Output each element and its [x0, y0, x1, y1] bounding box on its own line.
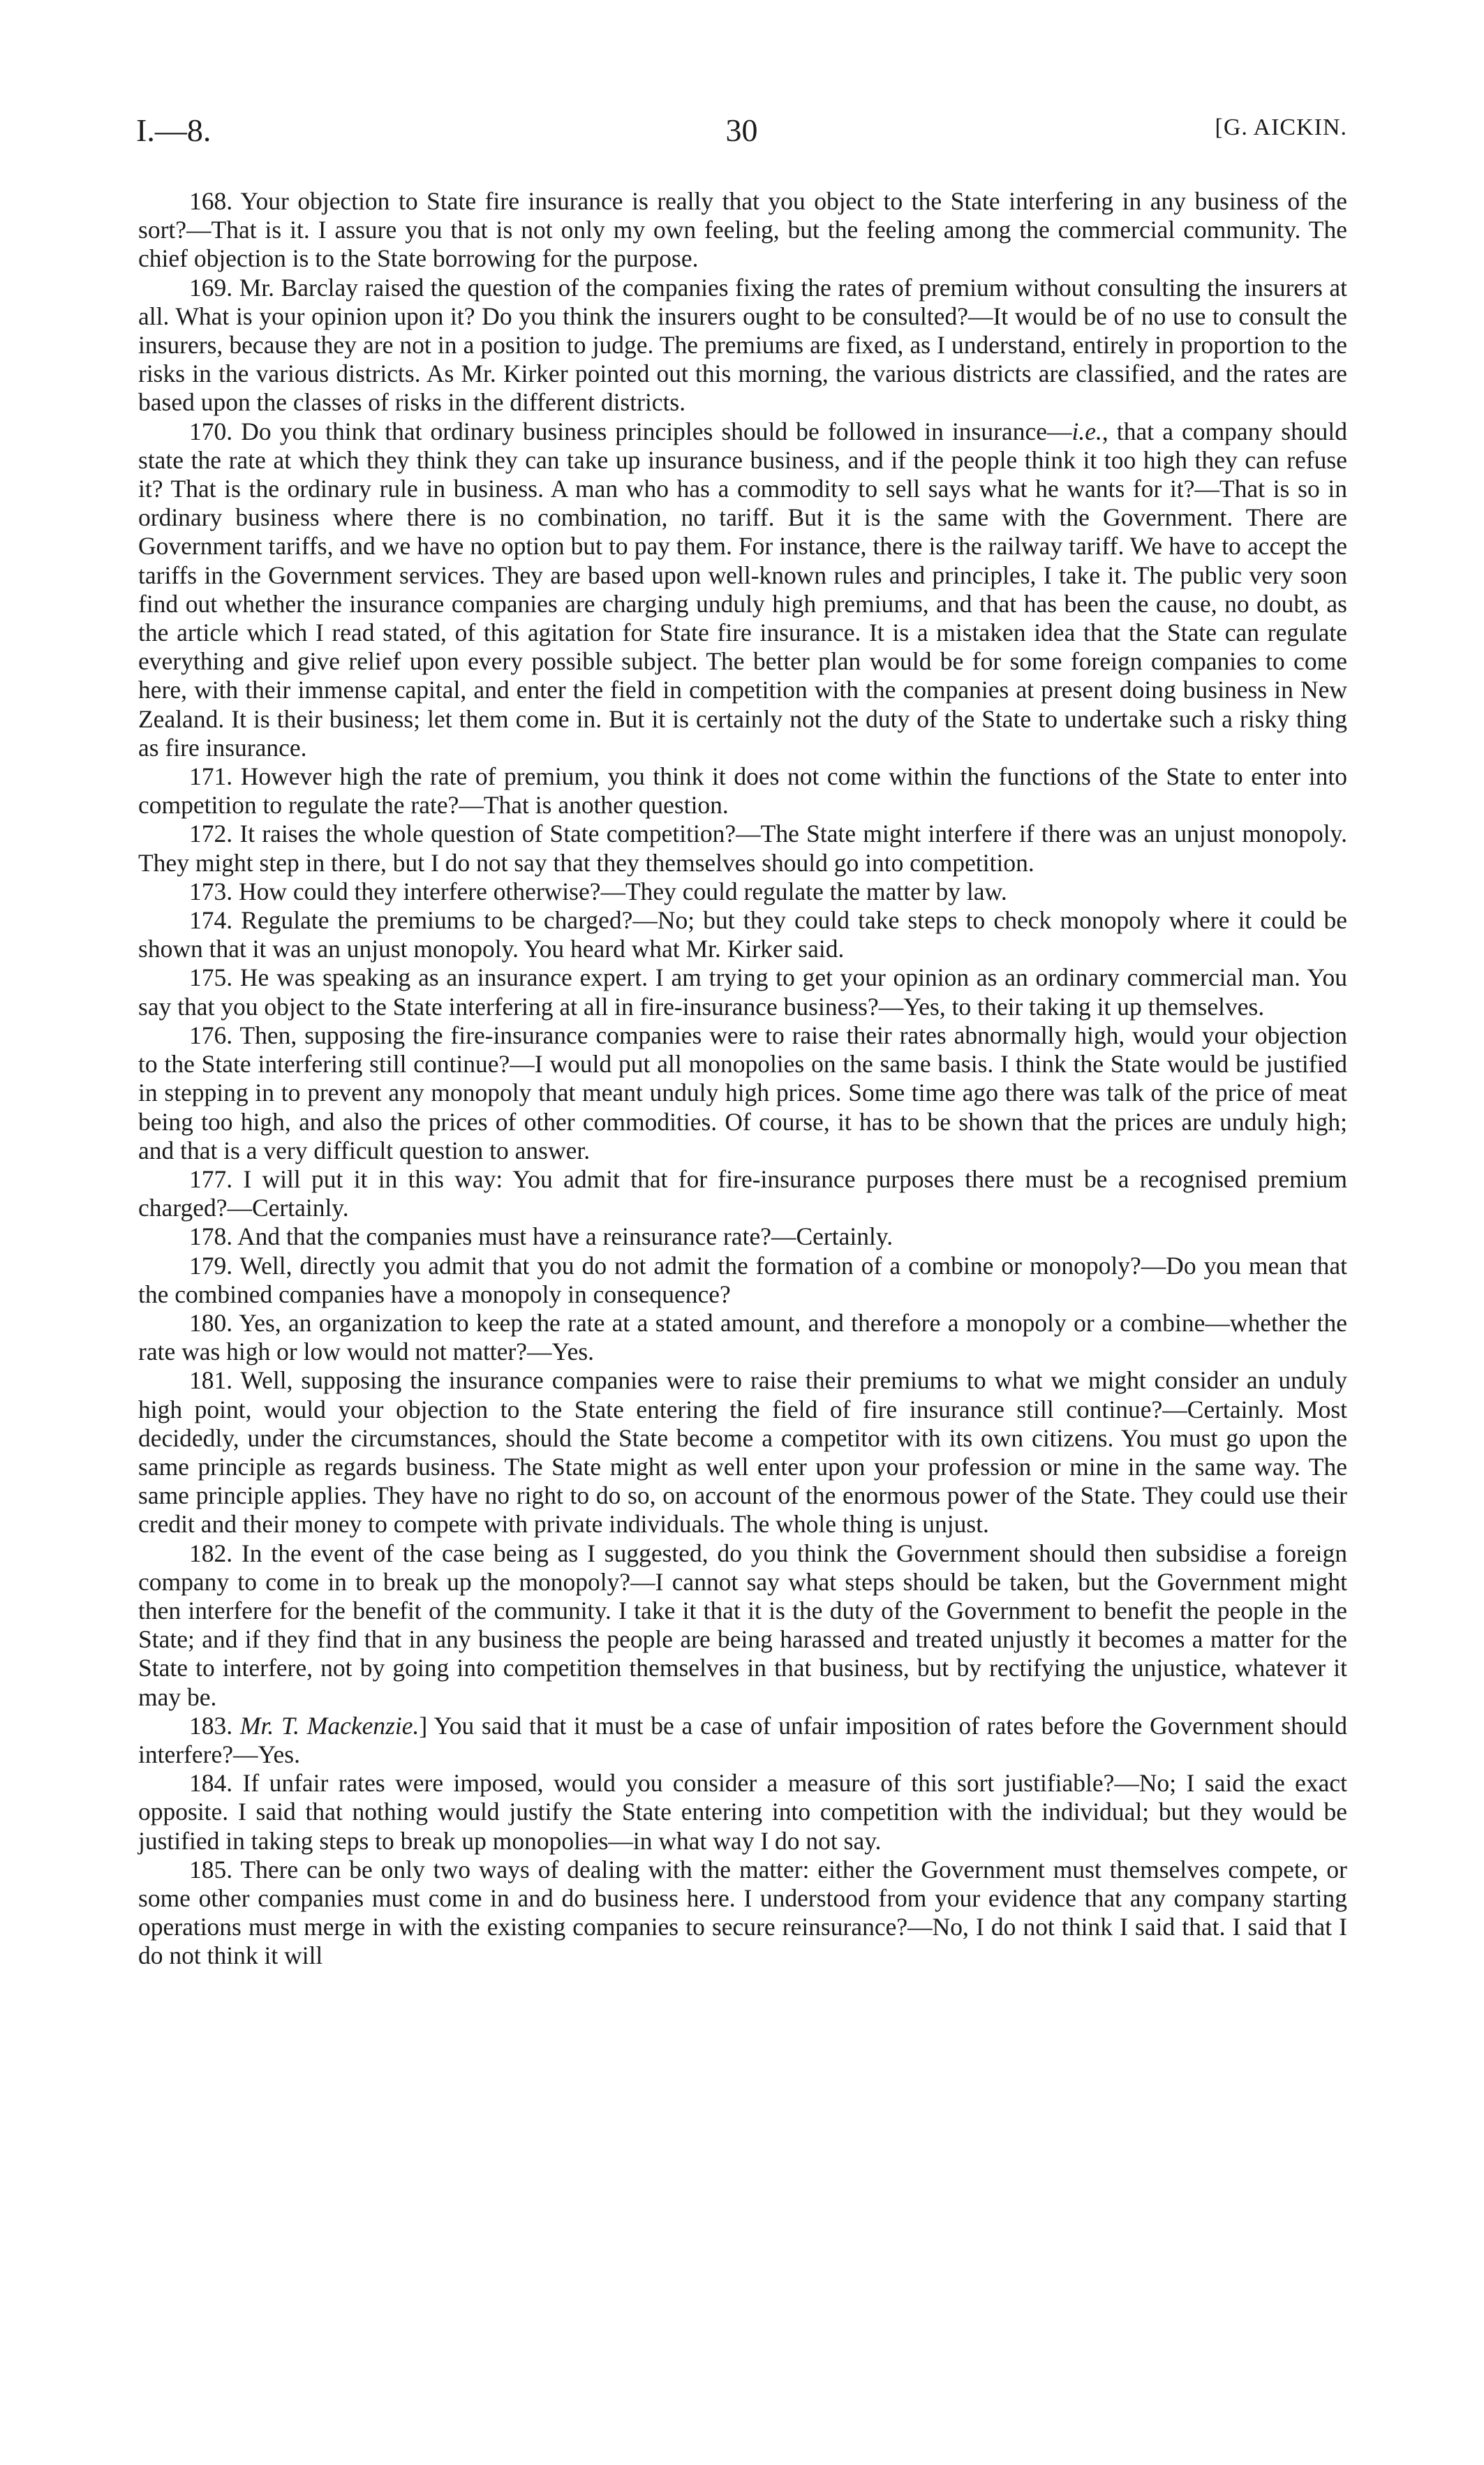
paragraph-179: 179. Well, directly you admit that you do not admit the formation of a combine or monopoly?—Do you mean that the combined companies have a monopoly in consequence?: [138, 1251, 1347, 1308]
paragraph-168: 168. Your objection to State fire insurance is really that you object to the State interfering in any business of the sort?—That is it. I assure you that is not only my own feeling, but the feeling among the commercial community. The chief objection is to the State borrowing for the purpose.: [138, 187, 1347, 273]
paragraph-170-start: 170. Do you think that ordinary business principles should be followed in insurance—: [189, 417, 1072, 445]
paragraph-177: 177. I will put it in this way: You admit that for fire-insurance purposes there must be a recognised premium charged?—Certainly.: [138, 1164, 1347, 1222]
paragraph-175: 175. He was speaking as an insurance expert. I am trying to get your opinion as an ordinary commercial man. You say that you object to the State interfering at all in fire-insurance business?—Yes, to their taking it up themselves.: [138, 963, 1347, 1021]
paragraph-169: 169. Mr. Barclay raised the question of the companies fixing the rates of premium without consulting the insurers at all. What is your opinion upon it? Do you think the insurers ought to be consulted?—It would be of no use to consult the insurers, because they are not in a position to judge. The premiums are fixed, as I understand, entirely in proportion to the risks in the various districts. As Mr. Kirker pointed out this morning, the various districts are classified, and the rates are based upon the classes of risks in the different districts.: [138, 273, 1347, 417]
paragraph-182: 182. In the event of the case being as I suggested, do you think the Government should then subsidise a foreign company to come in to break up the monopoly?—I cannot say what steps should be taken, but the Government might then interfere for the benefit of the community. I take it that it is the duty of the Government to benefit the people in the State; and if they find that in any business the people are being harassed and treated unjustly it becomes a matter for the State to interfere, not by going into competition themselves in that business, but by rectifying the unjustice, whatever it may be.: [138, 1539, 1347, 1711]
paragraph-170-end: , that a company should state the rate at which they think they can take up insurance business, and if the people think it too high they can refuse it? That is the ordinary rule in business. A man who has a commodity to sell says what he wants for it?—That is so in ordinary business where there is no combination, no tariff. But it is the same with the Government. There are Government tariffs, and we have no option but to pay them. For instance, there is the railway tariff. We have to accept the tariffs in the Government services. They are based upon well-known rules and principles, I take it. The public very soon find out whether the insurance companies are charging unduly high premiums, and that has been the cause, no doubt, as the article which I read stated, of this agitation for State fire insurance. It is a mistaken idea that the State can regulate everything and give relief upon every possible subject. The better plan would be for some foreign companies to come here, with their immense capital, and enter the field in competition with the companies at present doing business in New Zealand. It is their business; let them come in. But it is certainly not the duty of the State to undertake such a risky thing as fire insurance.: [138, 417, 1347, 762]
paper-reference: I.—8.: [136, 112, 212, 148]
paragraph-171: 171. However high the rate of premium, you think it does not come within the functions of the State to enter into competition to regulate the rate?—That is another question.: [138, 762, 1347, 820]
paragraph-172: 172. It raises the whole question of State competition?—The State might interfere if there was an unjust monopoly. They might step in there, but I do not say that they themselves should go into competition.: [138, 820, 1347, 877]
paragraph-173: 173. How could they interfere otherwise?—They could regulate the matter by law.: [189, 877, 1007, 905]
document-body: [138, 187, 1347, 1971]
witness-name: [G. AICKIN.: [1215, 114, 1347, 140]
paragraph-178: 178. And that the companies must have a reinsurance rate?—Certainly.: [189, 1222, 893, 1251]
paragraph-176: 176. Then, supposing the fire-insurance companies were to raise their rates abnormally high, would your objection to the State interfering still continue?—I would put all monopolies on the same basis. I think the State would be justified in stepping in to prevent any monopoly that meant unduly high prices. Some time ago there was talk of the price of meat being too high, and also the prices of other commodities. Of course, it has to be shown that the prices are unduly high; and that is a very difficult question to answer.: [138, 1021, 1347, 1164]
paragraph-170: [138, 417, 1347, 762]
page-number: 30: [725, 112, 758, 148]
paragraph-180: 180. Yes, an organization to keep the rate at a stated amount, and therefore a monopoly or a combine—whether the rate was high or low would not matter?—Yes.: [138, 1308, 1347, 1366]
paragraph-183: [138, 1712, 1347, 1769]
paragraph-183-end: ] You said that it must be a case of unfair imposition of rates before the Government should interfere?—Yes.: [138, 1711, 1348, 1768]
paragraph-174: 174. Regulate the premiums to be charged?—No; but they could take steps to check monopoly where it could be shown that it was an unjust monopoly. You heard what Mr. Kirker said.: [138, 906, 1347, 963]
page-header: [136, 112, 1347, 161]
paragraph-181: 181. Well, supposing the insurance companies were to raise their premiums to what we might consider an unduly high point, would your objection to the State entering the field of fire insurance still continue?—Certainly. Most decidedly, under the circumstances, should the State become a competitor with its own citizens. You must go upon the same principle as regards business. The State might as well enter upon your profession or mine in the same way. The same principle applies. They have no right to do so, on account of the enormous power of the State. They could use their credit and their money to compete with private individuals. The whole thing is unjust.: [138, 1366, 1347, 1539]
paragraph-185: 185. There can be only two ways of dealing with the matter: either the Government must themselves compete, or some other companies must come in and do business here. I understood from your evidence that any company starting operations must merge in with the existing companies to secure reinsurance?—No, I do not think I said that. I said that I do not think it will: [138, 1855, 1347, 1970]
paragraph-183-speaker: Mr. T. Mackenzie.: [239, 1711, 420, 1740]
paragraph-184: 184. If unfair rates were imposed, would you consider a measure of this sort justifiable?—No; I said the exact opposite. I said that nothing would justify the State entering into competition with the individual; but they would be justified in taking steps to break up monopolies—in what way I do not say.: [138, 1769, 1347, 1855]
paragraph-183-start: 183.: [189, 1711, 240, 1740]
paragraph-170-italic: i.e.: [1071, 417, 1102, 445]
